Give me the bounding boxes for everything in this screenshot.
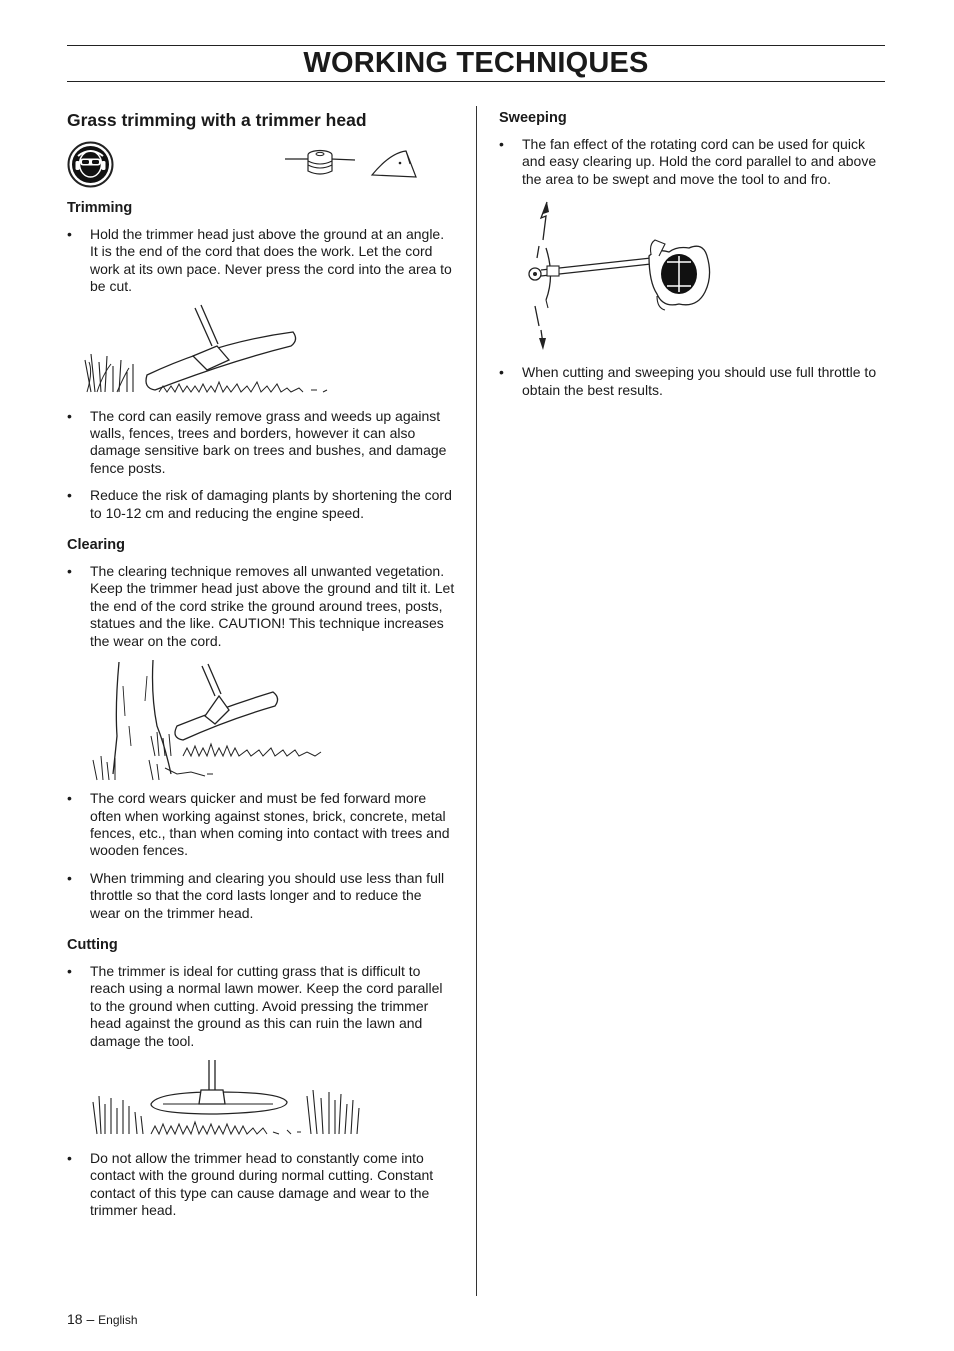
list-item: • When cutting and sweeping you should use full throttle to obtain the best results.: [499, 364, 877, 398]
header-rule-bottom: [67, 81, 885, 82]
list-item: • Reduce the risk of damaging plants by shortening the cord to 10-12 cm and reducing the engine speed.: [67, 487, 452, 521]
cutting-bullets: [67, 963, 455, 1050]
section-heading: Grass trimming with a trimmer head: [67, 110, 367, 130]
language-label: English: [98, 1313, 138, 1327]
list-item: • The cord wears quicker and must be fed forward more often when working against stones, brick, concrete, metal fences, etc., than when coming into contact with trees and wooden fences.: [67, 790, 450, 859]
page-title: WORKING TECHNIQUES: [303, 47, 649, 79]
column-divider: [476, 106, 477, 1296]
clearing-illustration: [67, 656, 455, 786]
trimming-title: Trimming: [67, 200, 133, 216]
trimmer-head-icon: [285, 146, 355, 182]
list-item: • The fan effect of the rotating cord can be used for quick and easy clearing up. Hold the cord parallel to and above the area to be swept and move the tool to and fro.: [499, 136, 877, 187]
list-item: • The cord can easily remove grass and weeds up against walls, fences, trees and borders, however it can also damage sensitive bark on trees and bushes, and damage fence posts.: [67, 407, 447, 476]
sweeping-illustration: [499, 196, 887, 356]
list-item: • Do not allow the trimmer head to constantly come into contact with the ground during normal cutting. Constant contact of this type can cause damage and wear to the trimmer head.: [67, 1149, 434, 1219]
clearing-title: Clearing: [67, 537, 126, 554]
cutting-illustration: [67, 1056, 455, 1146]
trimming-bullets: [67, 226, 455, 296]
eye-and-ear-protection-icon: [67, 141, 114, 188]
clearing-bullets: [67, 563, 455, 650]
cutting-title: Cutting: [67, 936, 118, 953]
page-footer: [67, 1311, 138, 1327]
sweeping-bullets: [499, 136, 887, 188]
blade-guard-icon: [370, 147, 418, 181]
page-number: 18 –: [67, 1311, 95, 1327]
trimming-bullets-2: [67, 408, 455, 522]
list-item: • The trimmer is ideal for cutting grass that is difficult to reach using a normal lawn mower. Keep the cord parallel to the ground when cutting. Avoid pressing the trimmer head against the ground as this can ruin the lawn and damage the tool.: [67, 962, 443, 1049]
sweeping-title: Sweeping: [499, 110, 567, 126]
left-column: [67, 108, 455, 1220]
icon-row: [67, 140, 455, 198]
sweeping-bullets-2: [499, 364, 887, 399]
list-item: • Hold the trimmer head just above the ground at an angle. It is the end of the cord that does the work. Let the cord work at its own pace. Never press the cord into the area to be cut.: [67, 226, 452, 295]
trimming-illustration: [67, 302, 455, 402]
list-item: • When trimming and clearing you should use less than full throttle so that the cord lasts longer and to reduce the wear on the trimmer head.: [67, 869, 445, 921]
cutting-bullets-2: [67, 1150, 455, 1220]
clearing-bullets-2: [67, 790, 455, 922]
list-item: • The clearing technique removes all unwanted vegetation. Keep the trimmer head just above the ground and tilt it. Let the end of the cord strike the ground around trees, posts, statues and the like. CAUTION! This technique increases the wear on the cord.: [67, 563, 455, 649]
right-column: [499, 108, 887, 399]
